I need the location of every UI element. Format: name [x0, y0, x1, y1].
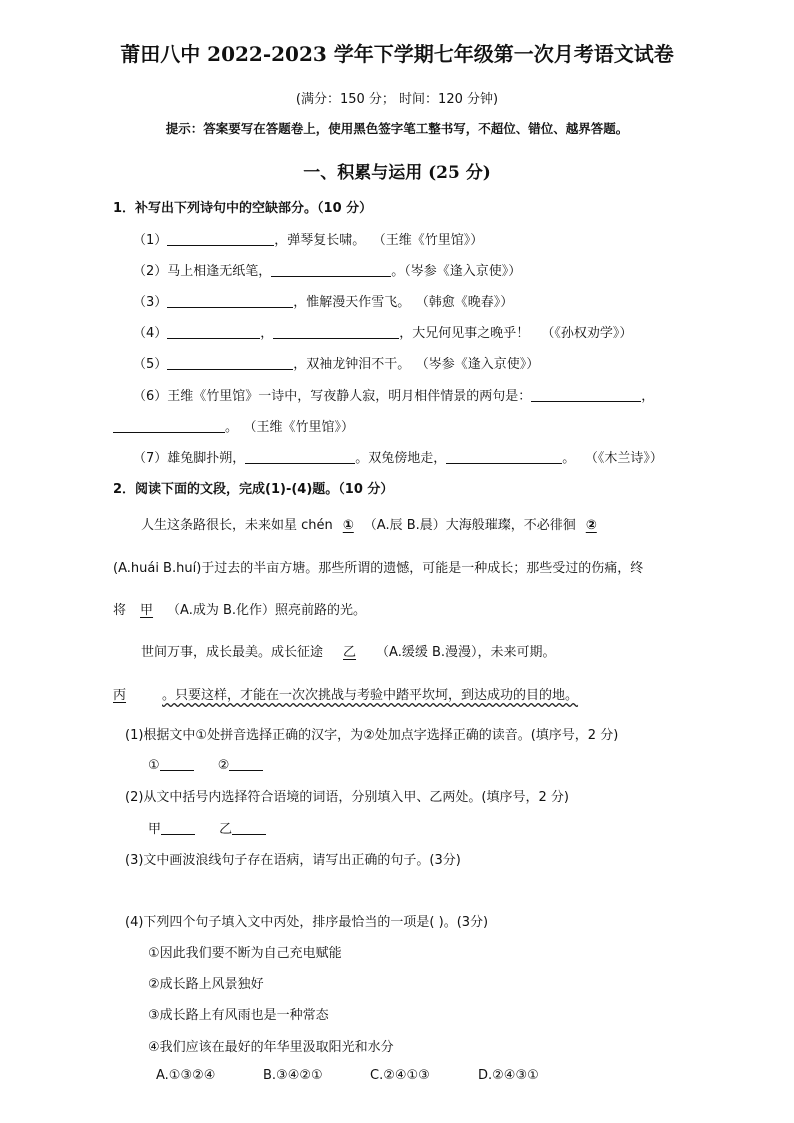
blank-yi: 乙 [343, 645, 357, 660]
section-title: 一、积累与运用 (25 分) [303, 163, 491, 183]
line-text: ， [260, 326, 274, 341]
line-text: 。 [562, 451, 576, 466]
q2-para-3 [113, 599, 366, 618]
q1-line-2 [133, 260, 521, 279]
q1-line-6b [113, 416, 354, 435]
blank-2: ② [585, 518, 597, 533]
q2-sub-4: (4)下列四个句子填入文中丙处，排序最恰当的一项是( )。(3分) [125, 915, 489, 930]
para-text: 世间万事，成长最美。成长征途 [141, 645, 324, 660]
q1-line-4 [133, 322, 632, 341]
line-num: （3） [133, 295, 168, 310]
sentence-item: ①因此我们要不断为自己充电赋能 [148, 946, 342, 961]
blank [531, 387, 641, 402]
q1-line-1 [133, 229, 483, 248]
blank [160, 756, 194, 771]
sentence-item: ④我们应该在最好的年华里汲取阳光和水分 [148, 1040, 394, 1055]
q2-sub-2: (2)从文中括号内选择符合语境的词语，分别填入甲、乙两处。(填序号，2 分) [125, 790, 569, 805]
q2-para-5 [113, 684, 578, 703]
line-text: 。（岑参《逢入京使》） [391, 264, 522, 279]
para-text: 将 [113, 603, 127, 618]
para-text: 人生这条路很长，未来如星 chén [141, 518, 333, 533]
option-b: B.③④②① [263, 1068, 323, 1083]
line-num: （4） [133, 326, 168, 341]
line-text: ，惟解漫天作雪飞。 [293, 295, 411, 310]
line-text: ，双袖龙钟泪不干。 [293, 357, 411, 372]
q2-para-4 [141, 641, 556, 660]
q2-sub-1-answer [148, 756, 263, 773]
q2-para-1 [141, 514, 607, 533]
para-text: （A.成为 B.化作）照亮前路的光。 [167, 603, 367, 618]
option-c: C.②④①③ [370, 1068, 430, 1083]
blank [273, 324, 399, 339]
blank [161, 820, 195, 835]
q1-line-6 [133, 385, 654, 404]
line-text: ，弹琴复长啸。 [274, 233, 366, 248]
q2-title: 2．阅读下面的文段，完成(1)-(4)题。（10 分） [113, 482, 394, 497]
para-text: （A.缓缓 B.漫漫），未来可期。 [376, 645, 556, 660]
blank [167, 324, 260, 339]
line-text: ， [641, 389, 655, 404]
blank [167, 355, 293, 370]
sentence-item: ②成长路上风景独好 [148, 977, 264, 992]
blank [271, 262, 391, 277]
line-source: （《木兰诗》） [591, 451, 663, 466]
line-num: （7）雄兔脚扑朔， [133, 451, 246, 466]
line-text: 。双兔傍地走， [355, 451, 447, 466]
blank-bing: 丙 [113, 688, 127, 703]
line-source: （王维《竹里馆》） [250, 420, 355, 435]
ans-label: ② [217, 758, 230, 773]
q1-line-5 [133, 353, 539, 372]
line-source: （《孙权劝学》） [541, 326, 633, 341]
line-num: （5） [133, 357, 168, 372]
option-d: D.②④③① [478, 1068, 539, 1083]
q1-line-7 [133, 447, 663, 466]
q2-sub-3: (3)文中画波浪线句子存在语病，请写出正确的句子。(3分) [125, 853, 461, 868]
ans-label: 乙 [219, 822, 233, 837]
line-text: ，大兄何见事之晚乎！ [399, 326, 530, 341]
para-text: （A.辰 B.晨）大海般璀璨，不必徘徊 [363, 518, 576, 533]
q1-line-3 [133, 291, 513, 310]
line-num: （1） [133, 233, 168, 248]
line-source: （王维《竹里馆》） [379, 233, 484, 248]
blank [245, 449, 355, 464]
sentence-item: ③成长路上有风雨也是一种常态 [148, 1008, 329, 1023]
option-a: A.①③②④ [156, 1068, 216, 1083]
blank [446, 449, 562, 464]
q2-sub-1: (1)根据文中①处拼音选择正确的汉字，为②处加点字选择正确的读音。(填序号，2 分) [125, 728, 619, 743]
line-text: （6）王维《竹里馆》一诗中，写夜静人寂，明月相伴情景的两句是： [133, 389, 532, 404]
blank [167, 231, 274, 246]
blank-jia: 甲 [140, 603, 154, 618]
line-source: （韩愈《晚春》） [422, 295, 514, 310]
blank [167, 293, 293, 308]
blank [229, 756, 263, 771]
exam-title: 莆田八中 2022-2023 学年下学期七年级第一次月考语文试卷 [120, 42, 674, 66]
q2-para-2: (A.huái B.huí)于过去的半亩方塘。那些所谓的遗憾，可能是一种成长；那些受过的伤痛，终 [113, 561, 644, 576]
line-source: （岑参《逢入京使》） [422, 357, 540, 372]
q2-sub-2-answer [148, 818, 266, 837]
wavy-sentence: 。只要这样，才能在一次次挑战与考验中踏平坎坷，到达成功的目的地。 [162, 688, 579, 703]
exam-hint: 提示：答案要写在答题卷上，使用黑色签字笔工整书写，不超位、错位、越界答题。 [165, 121, 629, 136]
q1-title: 1．补写出下列诗句中的空缺部分。（10 分） [113, 201, 373, 216]
exam-subtitle: (满分：150 分； 时间：120 分钟) [295, 92, 499, 107]
line-num: （2）马上相逢无纸笔， [133, 264, 272, 279]
line-text: 。 [225, 420, 239, 435]
ans-label: ① [148, 758, 160, 773]
blank [113, 418, 225, 433]
ans-label: 甲 [148, 822, 162, 837]
blank-1: ① [342, 518, 354, 533]
blank [232, 820, 266, 835]
